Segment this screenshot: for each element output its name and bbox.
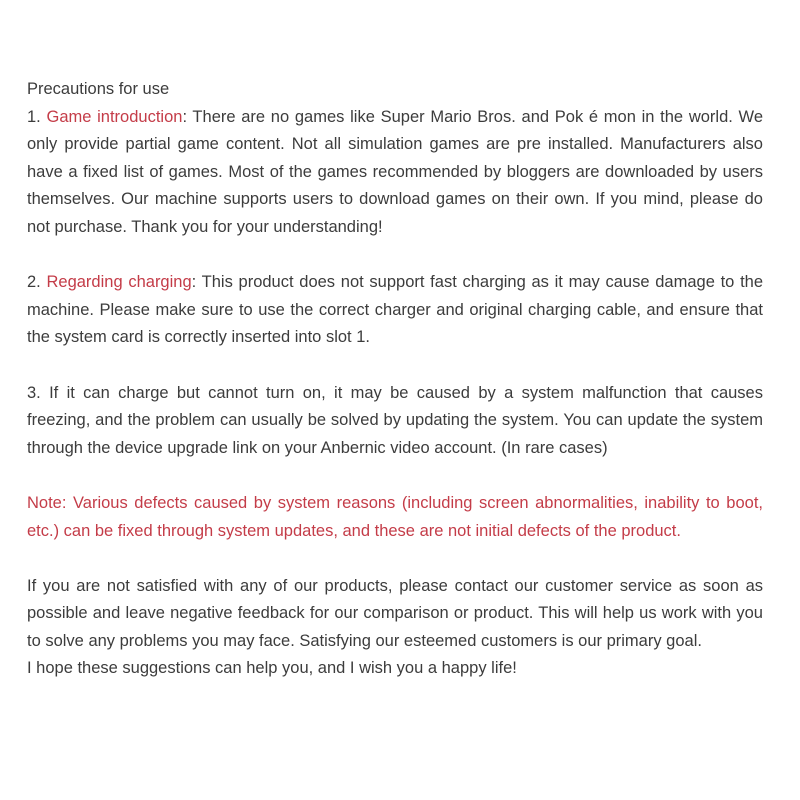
page-title: Precautions for use [27,80,170,98]
red-heading-game-introduction: Game introduction [46,107,183,126]
paragraph-body: 3. If it can charge but cannot turn on, it may be caused by a system malfunction that causes freezing, and the problem can usually be solved by updating the system. You can update the system through the device upgrade link on your Anbernic video account. (In rare cases) [27,383,763,457]
paragraph-game-introduction [27,104,763,242]
paragraph-body: : There are no games like Super Mario Bros. and Pok é mon in the world. We only provide partial game content. Not all simulation games are pre installed. Manufacturers also have a fixed list of games. Most of the games recommended by bloggers are downloaded by users themselves. Our machine supports users to download games on their own. If you mind, please do not purchase. Thank you for your understanding! [27,107,763,236]
paragraph-body: If you are not satisfied with any of our products, please contact our customer service as soon as possible and leave negative feedback for our comparison or product. This will help us work with you to solve any problems you may face. Satisfying our esteemed customers is our primary goal. [27,576,763,650]
paragraph-charge-troubleshooting [27,380,763,463]
note-text: Note: Various defects caused by system reasons (including screen abnormalities, inability to boot, etc.) can be fixed through system updates, and these are not initial defects of the product. [27,493,763,540]
paragraph-body: I hope these suggestions can help you, and I wish you a happy life! [27,659,517,678]
note-paragraph [27,490,763,545]
closing-line [27,655,763,683]
paragraph-customer-service [27,573,763,656]
paragraph-number: 2. [27,273,47,292]
paragraph-regarding-charging [27,269,763,352]
paragraph-body: : This product does not support fast charging as it may cause damage to the machine. Please make sure to use the correct charger and original charging cable, and ensure that the system card is correctly inserted into slot 1. [27,273,763,347]
red-heading-regarding-charging: Regarding charging [46,273,192,292]
paragraph-number: 1. [27,107,47,126]
